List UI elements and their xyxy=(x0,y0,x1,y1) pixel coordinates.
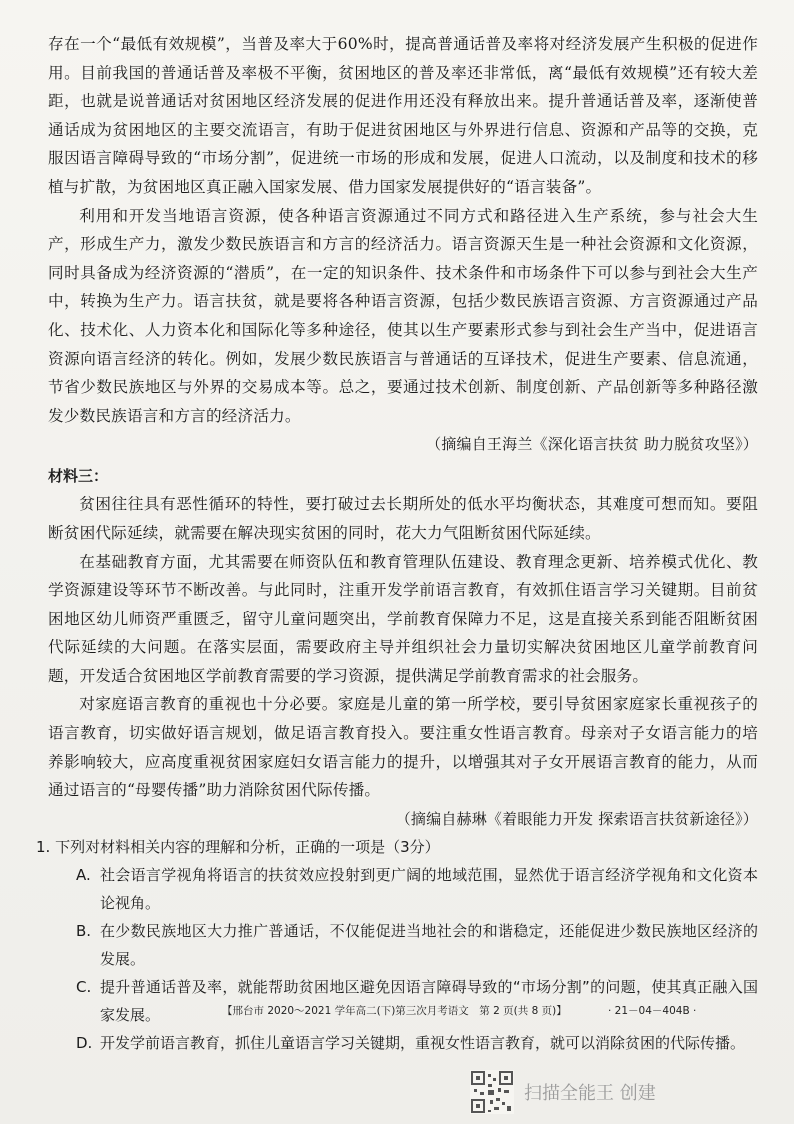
qr-code-icon xyxy=(470,1070,514,1114)
option-b xyxy=(48,917,758,973)
option-c xyxy=(48,973,758,1029)
option-d xyxy=(48,1029,758,1057)
option-label: C. xyxy=(76,977,92,996)
material2-source: （摘编自王海兰《深化语言扶贫 助力脱贫攻坚》） xyxy=(426,435,758,454)
option-text: 社会语言学视角将语言的扶贫效应投射到更广阔的地域范围，显然优于语言经济学视角和文化资本论视角。 xyxy=(100,865,758,912)
material3-paragraph: 对家庭语言教育的重视也十分必要。家庭是儿童的第一所学校，要引导贫困家庭家长重视孩子的语言教育，切实做好语言规划，做足语言教育投入。要注重女性语言教育。母亲对子女语言能力的培养影响较大，应高度重视贫困家庭妇女语言能力的提升，以增强其对子女开展语言教育的能力，从而通过语言的“母婴传播”助力消除贫困代际传播。 xyxy=(48,695,758,800)
scanner-watermark xyxy=(470,1070,656,1114)
option-label: D. xyxy=(76,1033,93,1052)
footer-exam-info: 【邢台市 2020～2021 学年高二(下)第三次月考语文 第 2 页(共 8 页)】 xyxy=(222,1005,567,1017)
watermark-text: 扫描全能王 创建 xyxy=(524,1083,656,1104)
material2-paragraph: 存在一个“最低有效规模”，当普及率大于60%时，提高普通话普及率将对经济发展产生积极的促进作用。目前我国的普通话普及率极不平衡，贫困地区的普及率还非常低，离“最低有效规模”还有较大差距，也就是说普通话对贫困地区经济发展的促进作用还没有释放出来。提升普通话普及率，逐渐使普通话成为贫困地区的主要交流语言，有助于促进贫困地区与外界进行信息、资源和产品等的交换，克服因语言障碍导致的“市场分割”，促进统一市场的形成和发展，促进人口流动，以及制度和技术的移植与扩散，为贫困地区真正融入国家发展、借力国家发展提供好的“语言装备”。 xyxy=(48,35,758,196)
option-a xyxy=(48,861,758,917)
footer-code: · 21－04－404B · xyxy=(608,1005,697,1017)
question-stem: 1. 下列对材料相关内容的理解和分析，正确的一项是（3分） xyxy=(36,837,440,856)
material3-paragraph: 在基础教育方面，尤其需要在师资队伍和教育管理队伍建设、教育理念更新、培养模式优化、教学资源建设等环节不断改善。与此同时，注重开发学前语言教育，有效抓住语言学习关键期。目前贫困地区幼儿师资严重匮乏，留守儿童问题突出，学前教育保障力不足，这是直接关系到能否阻断贫困代际延续的大问题。在落实层面，需要政府主导并组织社会力量切实解决贫困地区儿童学前教育问题，开发适合贫困地区学前教育需要的学习资源，提供满足学前教育需求的社会服务。 xyxy=(48,552,758,685)
option-label: B. xyxy=(76,921,92,940)
option-label: A. xyxy=(76,865,91,884)
option-text: 开发学前语言教育，抓住儿童语言学习关键期，重视女性语言教育，就可以消除贫困的代际传播。 xyxy=(100,1033,746,1052)
page-content xyxy=(36,30,758,1057)
option-text: 提升普通话普及率，就能帮助贫困地区避免因语言障碍导致的“市场分割”的问题，使其真正融入国家发展。 xyxy=(100,977,758,1024)
option-text: 在少数民族地区大力推广普通话，不仅能促进当地社会的和谐稳定，还能促进少数民族地区经济的发展。 xyxy=(100,921,758,968)
material3-paragraph: 贫困往往具有恶性循环的特性，要打破过去长期所处的低水平均衡状态，其难度可想而知。要阻断贫困代际延续，就需要在解决现实贫困的同时，花大力气阻断贫困代际延续。 xyxy=(48,495,758,542)
material3-source: （摘编自赫琳《着眼能力开发 探索语言扶贫新途径》） xyxy=(395,809,758,828)
material2-paragraph: 利用和开发当地语言资源，使各种语言资源通过不同方式和路径进入生产系统，参与社会大生产，形成生产力，激发少数民族语言和方言的经济活力。语言资源天生是一种社会资源和文化资源，同时具备成为经济资源的“潜质”，在一定的知识条件、技术条件和市场条件下可以参与到社会大生产中，转换为生产力。语言扶贫，就是要将各种语言资源，包括少数民族语言资源、方言资源通过产品化、技术化、人力资本化和国际化等多种途径，使其以生产要素形式参与到社会生产当中，促进语言资源向语言经济的转化。例如，发展少数民族语言与普通话的互译技术，促进生产要素、信息流通，节省少数民族地区与外界的交易成本等。总之，要通过技术创新、制度创新、产品创新等多种路径激发少数民族语言和方言的经济活力。 xyxy=(48,206,758,425)
material3-heading: 材料三： xyxy=(48,467,109,486)
